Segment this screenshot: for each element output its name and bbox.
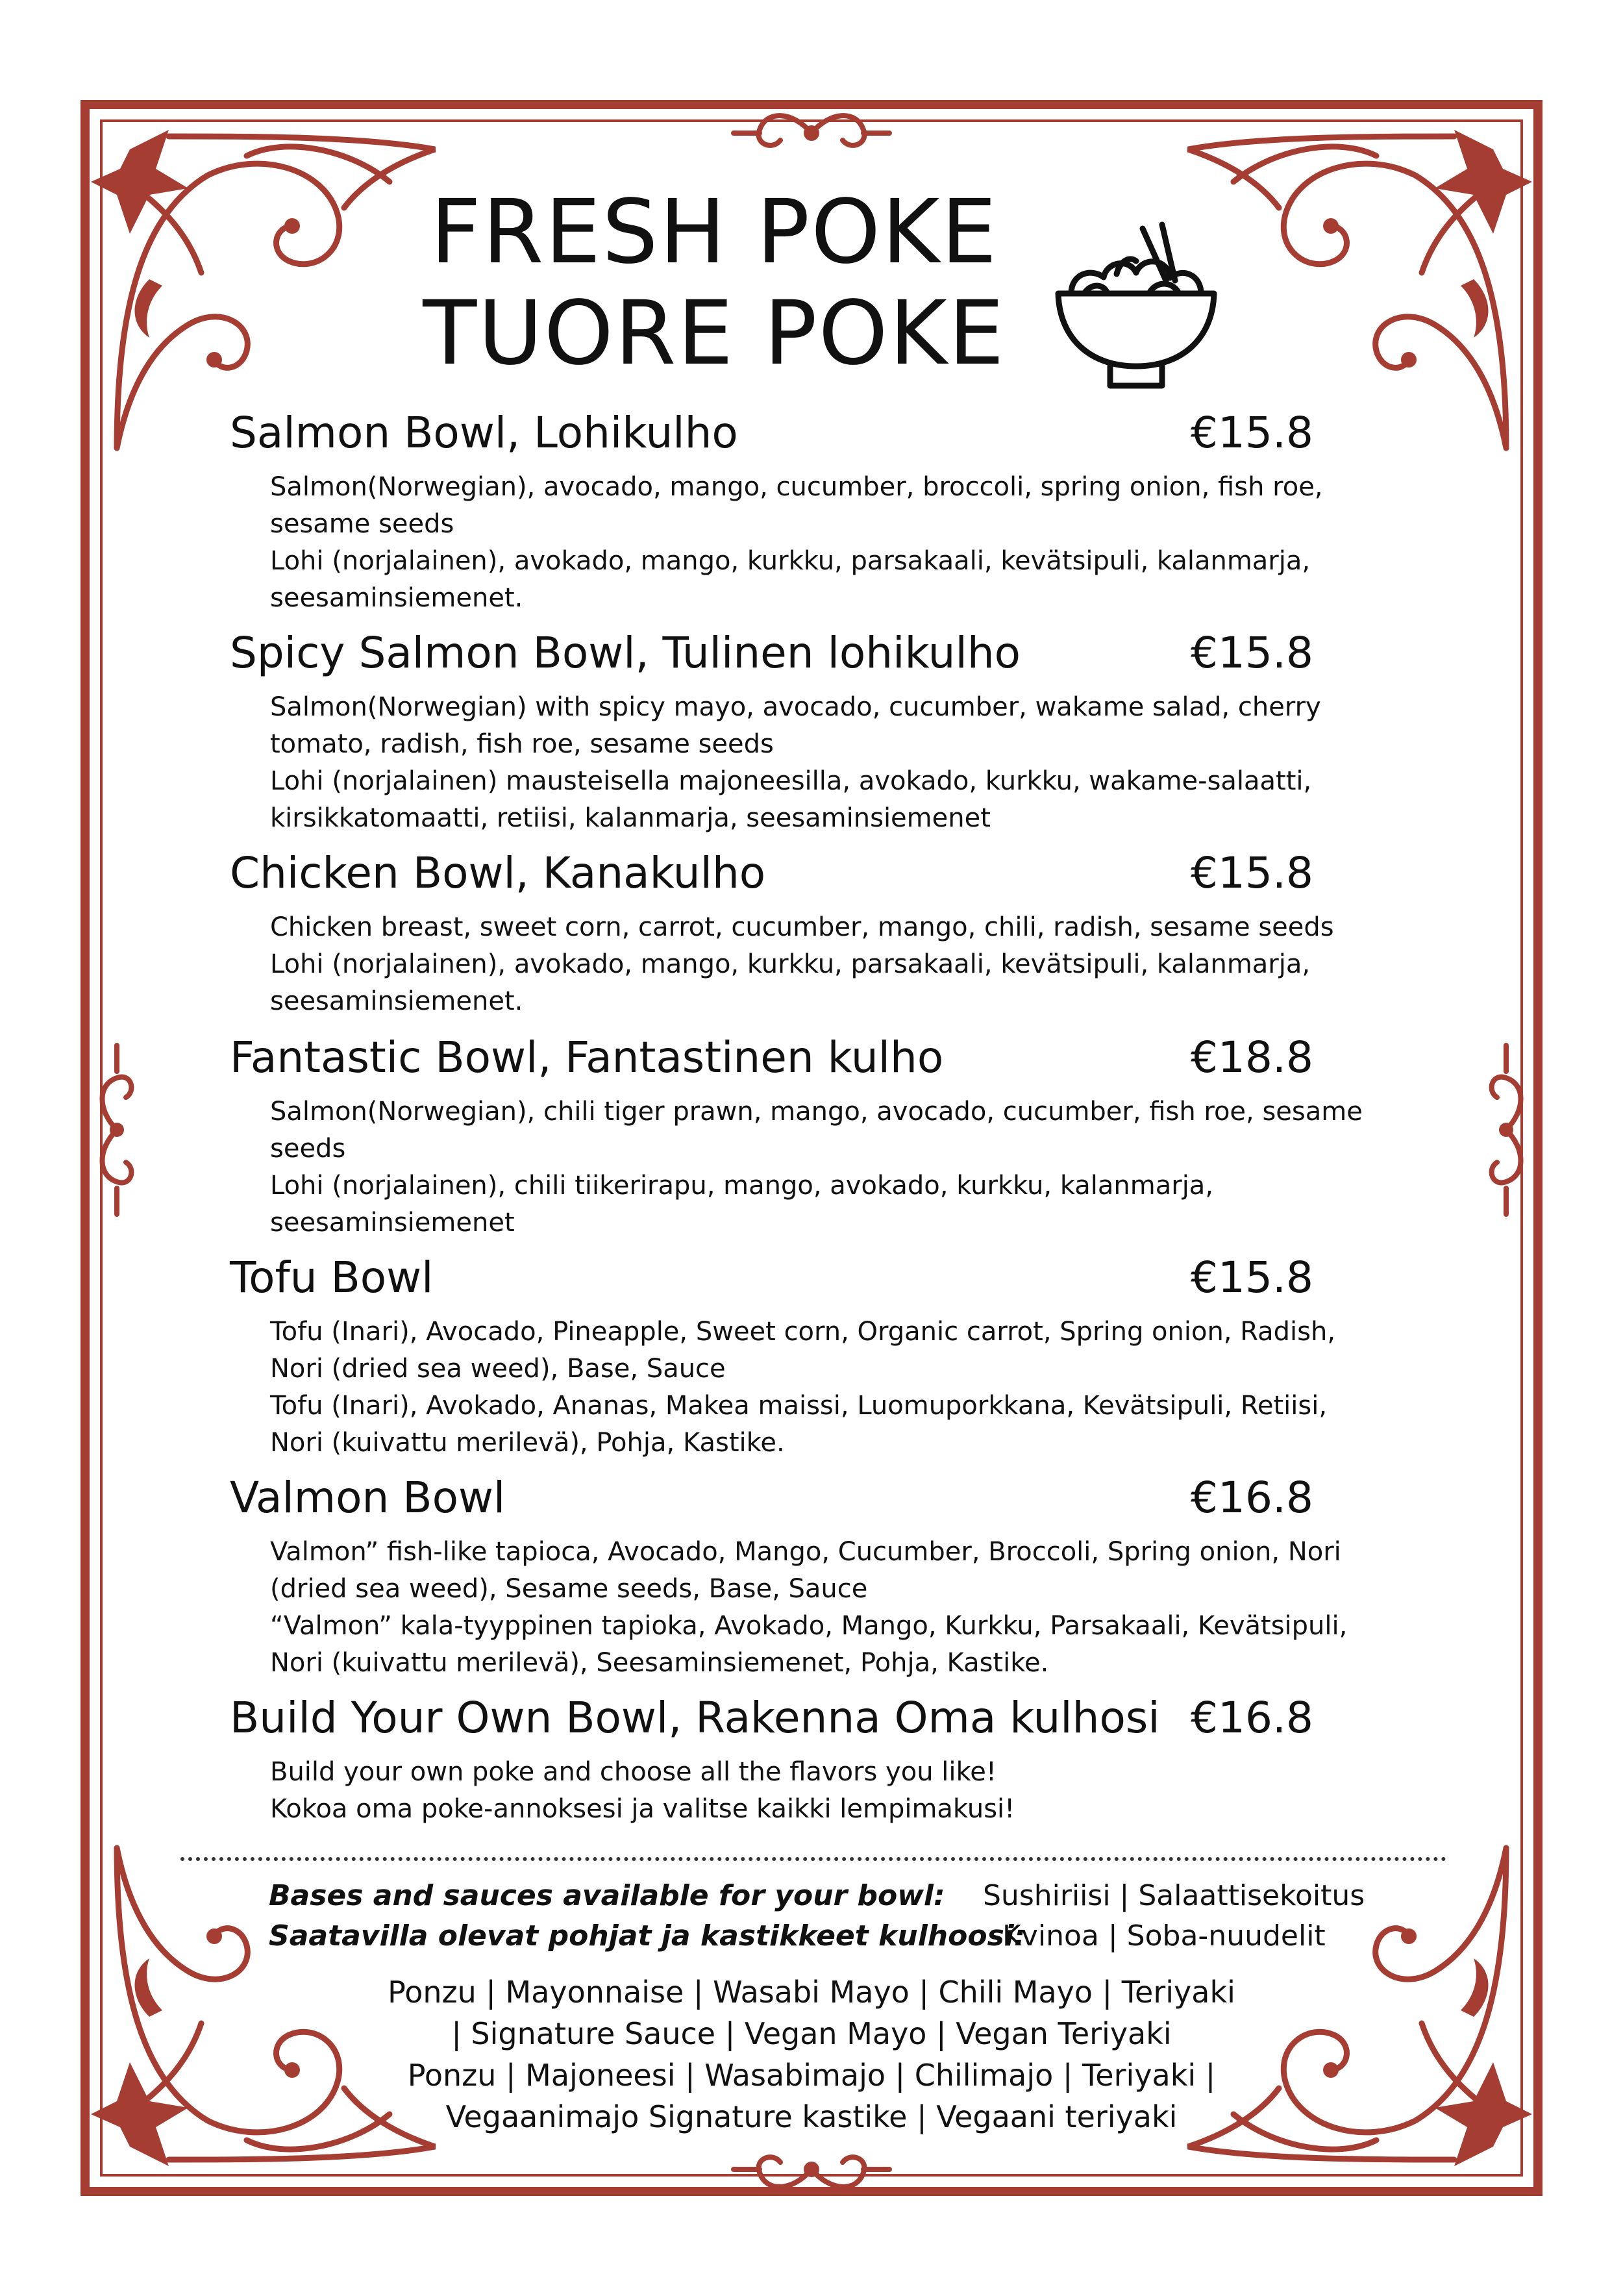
item-description xyxy=(270,1093,1387,1242)
item-name: Salmon Bowl, Lohikulho xyxy=(230,408,738,458)
item-description-en: Salmon(Norwegian), avocado, mango, cucumber, broccoli, spring onion, fish roe, sesame seeds xyxy=(270,472,1323,539)
item-description-fi: Lohi (norjalainen), chili tiikerirapu, mango, avokado, kurkku, kalanmarja, seesaminsiemenet xyxy=(270,1171,1214,1238)
bases-options-2: Kvinoa | Soba-nuudelit xyxy=(1002,1919,1326,1953)
item-price: €16.8 xyxy=(1191,1693,1313,1743)
item-description-fi: Kokoa oma poke-annoksesi ja valitse kaikki lempimakusi! xyxy=(270,1794,1015,1824)
item-description-en: Tofu (Inari), Avocado, Pineapple, Sweet corn, Organic carrot, Spring onion, Radish, Nori (dried sea weed), Base, Sauce xyxy=(270,1317,1336,1384)
item-name: Build Your Own Bowl, Rakenna Oma kulhosi xyxy=(230,1693,1160,1743)
item-price: €15.8 xyxy=(1191,628,1313,678)
ornament-top-center xyxy=(721,104,902,162)
item-description-fi: Tofu (Inari), Avokado, Ananas, Makea maissi, Luomuporkkana, Kevätsipuli, Retiisi, Nori (kuivattu merilevä), Pohja, Kastike. xyxy=(270,1391,1328,1458)
bases-options-1: Sushiriisi | Salaattisekoitus xyxy=(983,1879,1365,1912)
item-description-en: Salmon(Norwegian) with spicy mayo, avocado, cucumber, wakame salad, cherry tomato, radish, fish roe, sesame seeds xyxy=(270,692,1321,759)
ornament-right-center xyxy=(1480,1032,1532,1227)
sauces-line: Ponzu | Majoneesi | Wasabimajo | Chilimajo | Teriyaki | xyxy=(407,2058,1216,2093)
item-description xyxy=(270,1534,1387,1682)
sauces-list xyxy=(0,1971,1623,2138)
item-description xyxy=(270,689,1387,837)
sauces-line: Vegaanimajo Signature kastike | Vegaani teriyaki xyxy=(445,2099,1178,2134)
item-description-en: Build your own poke and choose all the flavors you like! xyxy=(270,1757,997,1787)
sauces-line: Ponzu | Mayonnaise | Wasabi Mayo | Chili Mayo | Teriyaki xyxy=(388,1975,1235,2010)
bases-label-fi: Saatavilla olevat pohjat ja kastikkeet kulhoosi: xyxy=(269,1919,1026,1953)
item-price: €18.8 xyxy=(1191,1032,1313,1082)
item-description-fi: Lohi (norjalainen), avokado, mango, kurkku, parsakaali, kevätsipuli, kalanmarja, seesaminsiemenet. xyxy=(270,546,1311,613)
item-description xyxy=(270,1314,1387,1462)
bases-row-en xyxy=(269,1879,1437,1912)
item-price: €15.8 xyxy=(1191,1253,1313,1303)
item-price: €16.8 xyxy=(1191,1473,1313,1523)
item-description-fi: Lohi (norjalainen) mausteisella majoneesilla, avokado, kurkku, wakame-salaatti, kirsikkatomaatti, retiisi, kalanmarja, seesaminsiemenet xyxy=(270,766,1312,833)
ornament-bottom-center xyxy=(721,2140,902,2199)
sauces-line: | Signature Sauce | Vegan Mayo | Vegan Teriyaki xyxy=(451,2016,1172,2051)
bases-label-en: Bases and sauces available for your bowl: xyxy=(269,1879,945,1912)
ornament-left-center xyxy=(91,1032,143,1227)
item-name: Valmon Bowl xyxy=(230,1473,506,1523)
item-name: Fantastic Bowl, Fantastinen kulho xyxy=(230,1032,944,1082)
item-name: Tofu Bowl xyxy=(230,1253,434,1303)
item-description-en: Valmon” fish-like tapioca, Avocado, Mango, Cucumber, Broccoli, Spring onion, Nori (dried sea weed), Sesame seeds, Base, Sauce xyxy=(270,1537,1341,1604)
item-description xyxy=(270,909,1387,1020)
page-title-en: FRESH POKE xyxy=(430,181,998,284)
item-price: €15.8 xyxy=(1191,408,1313,458)
item-description xyxy=(270,469,1387,617)
item-description-en: Salmon(Norwegian), chili tiger prawn, mango, avocado, cucumber, fish roe, sesame seeds xyxy=(270,1097,1363,1164)
page-title-fi: TUORE POKE xyxy=(423,282,1006,385)
item-description xyxy=(270,1754,1387,1828)
item-name: Spicy Salmon Bowl, Tulinen lohikulho xyxy=(230,628,1021,678)
item-name: Chicken Bowl, Kanakulho xyxy=(230,848,766,898)
item-description-en: Chicken breast, sweet corn, carrot, cucumber, mango, chili, radish, sesame seeds xyxy=(270,912,1334,942)
item-description-fi: “Valmon” kala-tyyppinen tapioka, Avokado, Mango, Kurkku, Parsakaali, Kevätsipuli, Nori (kuivattu merilevä), Seesaminsiemenet, Pohja, Kastike. xyxy=(270,1611,1348,1678)
poke-bowl-icon xyxy=(1045,216,1227,397)
item-price: €15.8 xyxy=(1191,848,1313,898)
item-description-fi: Lohi (norjalainen), avokado, mango, kurkku, parsakaali, kevätsipuli, kalanmarja, seesaminsiemenet. xyxy=(270,949,1311,1016)
bases-row-fi xyxy=(269,1919,1437,1953)
section-divider xyxy=(180,1857,1446,1861)
